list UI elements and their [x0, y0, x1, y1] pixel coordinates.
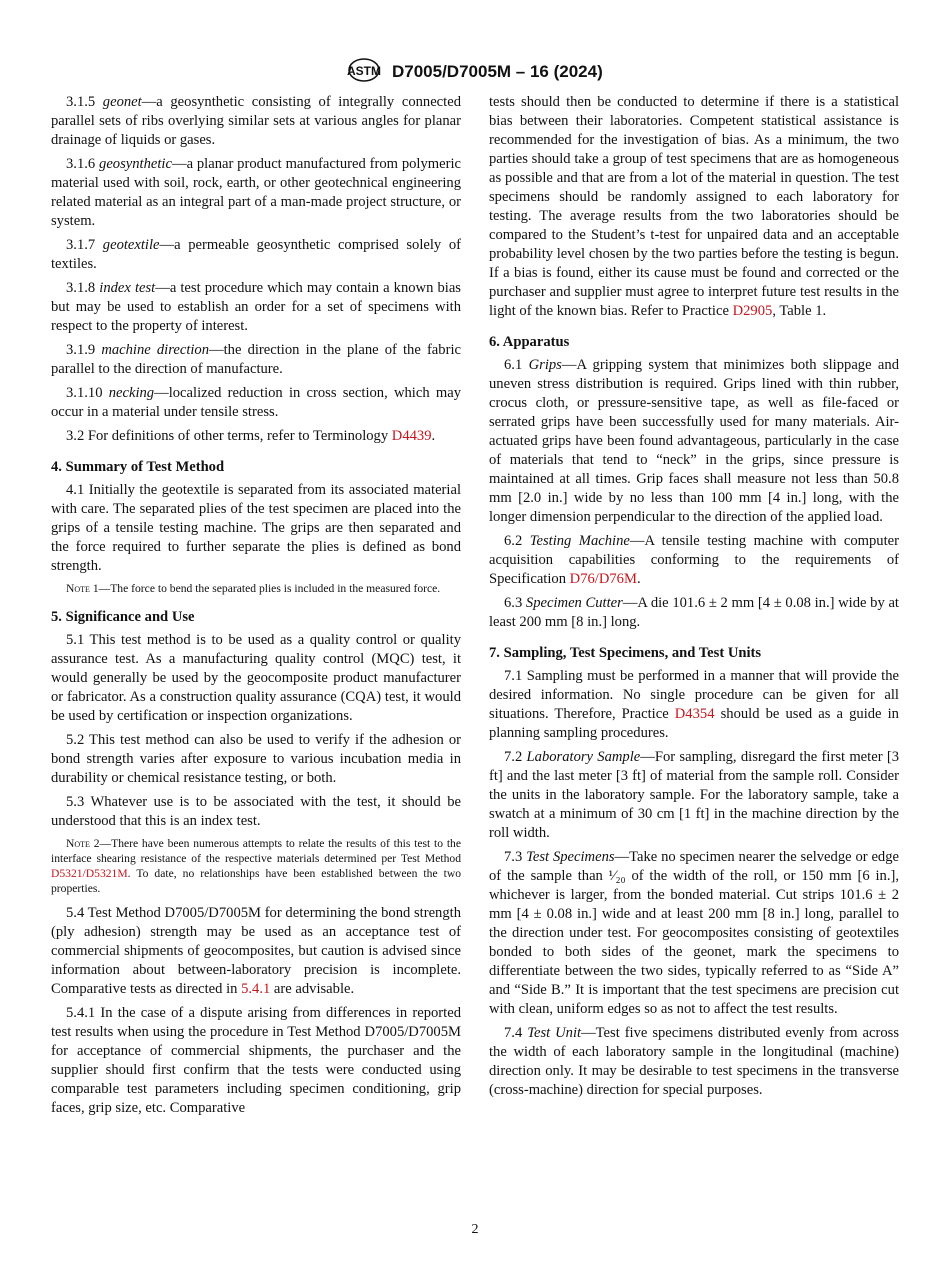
text: —Take no specimen nearer the selvedge or edge of the sample than ¹⁄₂₀ of the width of the roll, or 150 mm [6 in.], whichever is larger, from the bonded material. Cut strips 101.6 ± 2 mm [4 ± 0.08 in.] wide and at least 200 mm [8 in.] long, parallel to the direction under test. For geocomposites consisting of geotextiles bonded to both sides of the geonet, mark the specimens to differentiate between the two sides, typically referred to as “Side A” and “Side B.” It is important that the test specimens are precision cut with clean, uniform edges so as not to affect the test results. — [489, 849, 900, 1017]
text: 5.3 Whatever use is to be associated with the test, it should be understood that this is an index test. — [51, 794, 461, 829]
paragraph — [51, 793, 461, 831]
text: , Table 1. — [772, 303, 827, 319]
text: 6. Apparatus — [489, 334, 570, 350]
paragraph — [489, 1024, 899, 1100]
text: tests should then be conducted to determine if there is a statistical bias between their laboratories. Competent statistical assistance is recommended for the investigation of bias. As a minimum, the two parties should take a group of test specimens that are as homogeneous as possible and that are from a lot of the material in question. The test specimens should be randomly assigned to each laboratory for testing. The average results from the two laboratories should be compared to the Student’s t-test for unpaired data and an acceptable probability level chosen by the two parties before the testing is begun. If a bias is found, either its cause must be found and corrected or the purchaser and supplier must agree to interpret future test results in the light of the known bias. Refer to Practice — [489, 94, 899, 319]
term: Laboratory Sample — [526, 749, 641, 765]
text: 3.1.7 — [66, 237, 103, 253]
text: 5.1 This test method is to be used as a quality control or quality assurance test. As a manufacturing quality control (MQC) test, it would generally be used by the geocomposite product manufacturer or fabricator. As a construction quality assurance (CQA) test, it would be used by certification or inspection organizations. — [51, 632, 461, 724]
text: . To date, no relationships have been established between the two properties. — [51, 867, 461, 895]
reference-link[interactable]: D76/D76M — [569, 571, 637, 587]
note-label: Note — [66, 582, 90, 595]
text: —A die 101.6 ± 2 mm [4 ± 0.08 in.] wide by at least 200 mm [8 in.] long. — [489, 595, 899, 630]
paragraph — [489, 667, 899, 743]
note — [51, 836, 461, 896]
text: 3.1.9 — [66, 342, 102, 358]
reference-link[interactable]: D5321/D5321M — [51, 867, 128, 880]
term: machine direction — [101, 342, 210, 358]
text: —a geosynthetic consisting of integrally connected parallel sets of ribs overlying similar sets at various angles for planar drainage of liquids or gases. — [51, 94, 461, 148]
paragraph — [51, 904, 461, 999]
paragraph — [51, 384, 461, 422]
text: 7.4 — [504, 1025, 528, 1041]
text: 2—There have been numerous attempts to relate the results of this test to the interface shearing resistance of the respective materials determined per Test Method — [51, 837, 461, 865]
paragraph — [51, 341, 461, 379]
paragraph — [489, 594, 899, 632]
text: —a planar product manufactured from polymeric material used with soil, rock, earth, or other geotechnical engineering related material as an integral part of a man-made project structure, or system. — [51, 156, 461, 229]
paragraph — [51, 236, 461, 274]
paragraph — [51, 427, 461, 446]
text: 3.1.10 — [66, 385, 109, 401]
text: —a permeable geosynthetic comprised solely of textiles. — [51, 237, 461, 272]
text: —localized reduction in cross section, which may occur in a material under tensile stress. — [51, 385, 461, 420]
text: 5.2 This test method can also be used to verify if the adhesion or bond strength varies after exposure to various incubation media in durability or chemical resistance testing, or both. — [51, 732, 461, 786]
paragraph — [489, 93, 899, 321]
paragraph — [489, 532, 899, 589]
text: 7.1 Sampling must be performed in a manner that will provide the desired information. No single procedure can be given for all situations. Therefore, Practice — [489, 668, 899, 722]
paragraph — [51, 631, 461, 726]
text: should be used as a guide in planning sampling procedures. — [489, 706, 899, 741]
paragraph — [51, 481, 461, 576]
astm-logo-icon — [347, 55, 381, 90]
text: . — [636, 571, 641, 587]
page-number: 2 — [471, 1222, 479, 1237]
section-heading — [489, 644, 899, 663]
term: Test Specimens — [526, 849, 615, 865]
paragraph — [51, 93, 461, 150]
note-label: Note — [66, 837, 90, 850]
text: . — [431, 428, 436, 444]
text: 3.1.5 — [66, 94, 103, 110]
paragraph — [489, 356, 899, 527]
text: —the direction in the plane of the fabric parallel to the direction of manufacture. — [51, 342, 461, 377]
text: —For sampling, disregard the first meter [3 ft] and the last meter [3 ft] of material from the sample roll. Consider the units in the laboratory sample. For the laboratory sample, take a swatch at a minimum of 30 cm [1 ft] in the machine direction by the roll width. — [489, 749, 899, 841]
paragraph — [489, 748, 899, 843]
text: —A tensile testing machine with computer acquisition capabilities conforming to the requirements of Specification — [489, 533, 899, 587]
right-column — [489, 93, 899, 1105]
text: 1—The force to bend the separated plies is included in the measured force. — [89, 582, 441, 595]
paragraph — [51, 1004, 461, 1118]
document-title: D7005/D7005M – 16 (2024) — [391, 61, 603, 81]
term: Specimen Cutter — [525, 595, 623, 611]
text: 4.1 Initially the geotextile is separated from its associated material with care. The separated plies of the test specimen are placed into the grips of a tensile testing machine. The grips are then separated and the force required to further separate the plies is defined as bond strength. — [51, 482, 461, 574]
reference-link[interactable]: D4354 — [674, 706, 715, 722]
text: —Test five specimens distributed evenly from across the width of each laboratory sample in the longitudinal (machine) direction only. It may be desirable to test specimens in the transverse (cross-machine) direction for special purposes. — [489, 1025, 900, 1098]
term: index test — [99, 280, 156, 296]
term: necking — [108, 385, 155, 401]
section-heading — [489, 333, 899, 352]
text: 3.2 For definitions of other terms, refer to Terminology — [66, 428, 392, 444]
document-header — [0, 55, 950, 90]
text: 6.3 — [504, 595, 526, 611]
text: 5.4.1 In the case of a dispute arising from differences in reported test results when using the procedure in Test Method D7005/D7005M for acceptance of commercial shipments, the purchaser and the supplier should first confirm that the tests were conducted using comparable test parameters including specimen conditioning, grip faces, grip size, etc. Comparative — [51, 1005, 461, 1116]
paragraph — [51, 731, 461, 788]
text: 6.1 — [504, 357, 529, 373]
paragraph — [489, 848, 899, 1019]
reference-link[interactable]: D2905 — [732, 303, 773, 319]
text: 4. Summary of Test Method — [51, 459, 225, 475]
section-heading — [51, 458, 461, 477]
term: Test Unit — [527, 1025, 582, 1041]
text: are advisable. — [270, 981, 355, 997]
text: 7. Sampling, Test Specimens, and Test Units — [489, 645, 762, 661]
text: 3.1.8 — [66, 280, 100, 296]
term: Grips — [528, 357, 562, 373]
term: geonet — [102, 94, 142, 110]
paragraph — [51, 155, 461, 231]
text: 6.2 — [504, 533, 530, 549]
text: 3.1.6 — [66, 156, 100, 172]
svg-text:ASTM: ASTM — [347, 64, 382, 78]
text: 7.2 — [504, 749, 527, 765]
reference-link[interactable]: 5.4.1 — [241, 981, 271, 997]
text: 5. Significance and Use — [51, 609, 195, 625]
text: —a test procedure which may contain a known bias but may be used to establish an order for a set of specimens with respect to the property of interest. — [51, 280, 461, 334]
text: 7.3 — [504, 849, 527, 865]
note — [51, 581, 461, 596]
term: geotextile — [102, 237, 160, 253]
text: —A gripping system that minimizes both slippage and uneven stress distribution is required. Grips lined with thin rubber, crocus cloth, or pressure-sensitive tape, as well as file-faced or serrated grips have been successfully used for many materials. Air-actuated grips have been found advantageous, particularly in the case of materials that tend to “neck” in the grips, since pressure is maintained at all times. Grip faces shall measure not less than 50.8 mm [2.0 in.] wide by no less than 100 mm [4 in.] long, with the longer dimension perpendicular to the direction of the applied load. — [489, 357, 899, 525]
term: geosynthetic — [99, 156, 172, 172]
left-column — [51, 93, 461, 1123]
section-heading — [51, 608, 461, 627]
paragraph — [51, 279, 461, 336]
reference-link[interactable]: D4439 — [391, 428, 432, 444]
term: Testing Machine — [529, 533, 630, 549]
text: 5.4 Test Method D7005/D7005M for determining the bond strength (ply adhesion) strength may be used as an acceptance test of commercial shipments of geocomposites, but caution is advised since information about between-laboratory precision is incomplete. Comparative tests as directed in — [51, 905, 461, 997]
